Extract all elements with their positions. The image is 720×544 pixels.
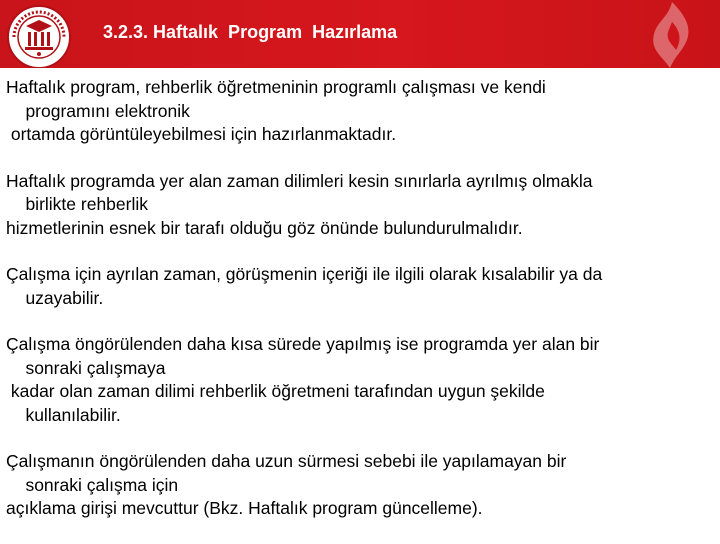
paragraph bbox=[6, 76, 712, 147]
text-line: Haftalık programda yer alan zaman dilimleri kesin sınırlarla ayrılmış olmakla bbox=[6, 170, 593, 191]
ministry-logo bbox=[6, 4, 72, 68]
text-line: Çalışmanın öngörülenden daha uzun sürmesi sebebi ile yapılamayan bir bbox=[6, 451, 567, 471]
body-text bbox=[6, 76, 712, 544]
paragraph bbox=[6, 263, 712, 310]
page-title: 3.2.3. Haftalık Program Hazırlama bbox=[103, 22, 398, 42]
text-line: sonraki çalışmaya bbox=[6, 357, 166, 378]
paragraph bbox=[6, 170, 712, 241]
text-line: hizmetlerinin esnek bir tarafı olduğu göz önünde bulundurulmalıdır. bbox=[6, 217, 523, 238]
text-line: açıklama girişi mevcuttur (Bkz. Haftalık program güncelleme). bbox=[6, 498, 483, 518]
text-line: uzayabilir. bbox=[6, 287, 104, 308]
text-line: Çalışma öngörülenden daha kısa sürede yapılmış ise programda yer alan bir bbox=[6, 334, 600, 354]
flame-watermark-icon bbox=[632, 0, 712, 68]
text-line: programını elektronik bbox=[6, 100, 190, 121]
text-line: kadar olan zaman dilimi rehberlik öğretmeni tarafından uygun şekilde bbox=[6, 381, 545, 401]
paragraph bbox=[6, 450, 712, 521]
text-line: kullanılabilir. bbox=[6, 404, 121, 425]
text-line: Haftalık program, rehberlik öğretmeninin programlı çalışması ve kendi bbox=[6, 77, 546, 97]
title-bar bbox=[0, 0, 720, 68]
text-line: ortamda görüntüleyebilmesi için hazırlanmaktadır. bbox=[6, 124, 397, 144]
text-line: birlikte rehberlik bbox=[6, 194, 148, 214]
text-line: sonraki çalışma için bbox=[6, 474, 179, 495]
text-line: Çalışma için ayrılan zaman, görüşmenin içeriği ile ilgili olarak kısalabilir ya da bbox=[6, 264, 603, 284]
paragraph bbox=[6, 333, 712, 427]
